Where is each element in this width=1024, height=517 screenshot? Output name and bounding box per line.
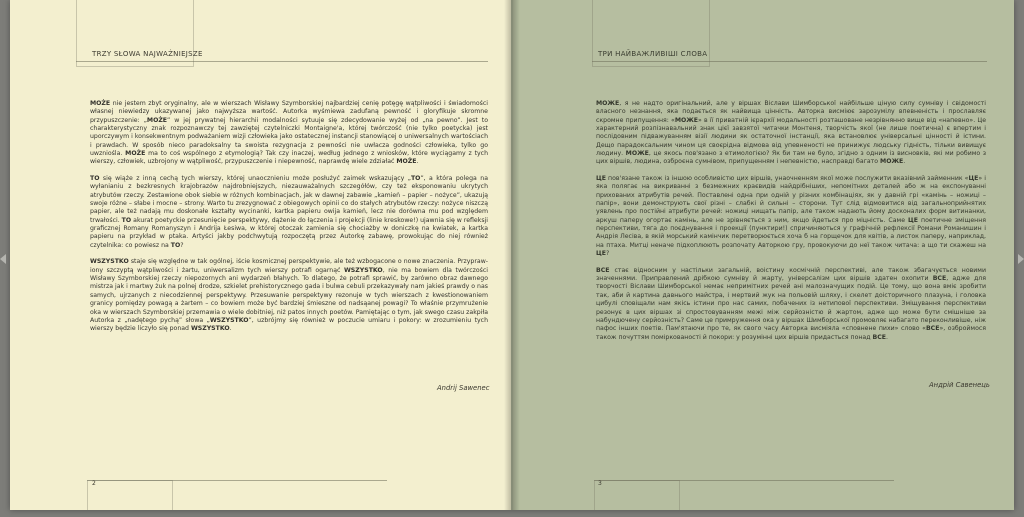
paragraph-text: staje się względne w tak ogólnej, iście kosmicznej perspektywie, ale też wzbogacone o nowe znaczenia. Przyprawiony szczyptą wątpliwości i żartu, uniwersalizm tych wierszy potrafi ogarnąć <box>90 258 488 274</box>
header-rule <box>76 61 488 62</box>
left-page <box>10 0 511 510</box>
paragraph-text: akurat poetyckie przesunięcie perspektywy, dążenie do łączenia i projekcji (linie kreskowe!) ujawnia się w refleksji graficznej Romany Romanyszyn i Andrija Łesiwa, w której otoczak zamienia się chociażby w doniczkę na kwiatek, a kartka papieru na przykład w ptaka. Artyści jakby podchwytują rozpoczętą przez Autorkę zabawę, prowokując do niej również czytelnika: co powiesz na <box>90 216 488 249</box>
emphasized-keyword: ЦЕ <box>908 216 919 224</box>
paragraph-text: ma to coś wspólnego z etymologią? Tak czy inaczej, według jednego z wniosków, które wyciągamy z tych wierszy, człowiek, uzbrojony w wątpliwość, przypuszczenie i niepewność, naprawdę wiele zdziałać <box>90 150 488 166</box>
body-paragraph <box>90 175 488 250</box>
right-page-number: 3 <box>598 480 602 487</box>
paragraph-text: , це якось пов'язано з етимологією? Як би там не було, згідно з одним із висновків, які ми робимо з цих віршів, людина, озброєна сумнівом, припущенням і непевністю, насправді багато <box>596 150 986 166</box>
emphasized-keyword: ЦЕ <box>596 250 606 258</box>
emphasized-keyword: ВСЕ <box>872 333 886 341</box>
paragraph-text: ? <box>605 250 610 258</box>
paragraph-text: ”, a która polega na wyłanianiu z bezkresnych krajobrazów najdrobniejszych, niezauważalnych szczegółów, czy też eksponowaniu ukrytych atrybutów rzeczy. Zestawione obok siebie w różnych kombinacjach, jak w dawnej zabawie „kamień – papier – nożyce”, ukazują swoje różne – słabe i mocne – strony. Warto tu zrezygnować z obiegowych opinii co do stałych atrybutów rzeczy: nożyce niszczą papier, ale też nadają mu doskonałe kształty wycinanki, kartka papieru owija kamień, lecz nie dorówna mu pod względem trwałości. <box>90 175 488 224</box>
paragraph-text: się wiąże z inną cechą tych wierszy, której unaocznieniu może posłużyć zaimek wskazujący „ <box>99 175 411 183</box>
paragraph-text: . <box>416 158 419 166</box>
body-paragraph <box>596 175 986 258</box>
paragraph-text: поетичне зміщення перспективи, тяга до поєднування і проекції (пунктири!) спричиняються у графічній рефлексії Романи Романишин і Андрія Лесіва, в якій морський камінчик перетворюється хоча б на горщечок для квітів, а листок паперу, наприклад, на птаха. Митці неначе підхоплюють розпочату Авторкою гру, провокуючи до неї також читача: а що ти скажеш на <box>596 216 986 249</box>
emphasized-keyword: МОЖЕ <box>596 100 620 107</box>
paragraph-text: nie jestem zbyt oryginalny, ale w wierszach Wisławy Szymborskiej najbardziej cenię potęgę wątpliwości i świadomości własnej niewiedzy ukazywanej jako najwyższa wartość. Autorka wyśmiewa zadufaną pewność i gloryfikuje skromne przypuszczenie: „ <box>90 100 488 124</box>
paragraph-text: » в її приватній ієрархії модальності розташоване незрівнянно вище від «напевно». Це характерний розпізнавальний знак цієї завзятої читачки Монтеня, творчість якої (не лише поетична) є впертим і послідовним підважуванням візії людини як остаточної інстанції, яка встановлює універсальні цінності й істини. Дещо парадоксальним чином ця своєрідна відмова від упевненості не принижує людську гідність, тільки вивищує людину. <box>596 116 986 158</box>
body-paragraph <box>90 100 488 167</box>
emphasized-keyword: МОЖЕ <box>674 116 699 124</box>
emphasized-keyword: ВСЕ <box>596 266 610 274</box>
header-rule <box>592 61 987 62</box>
previous-page-arrow-icon[interactable] <box>0 254 6 264</box>
paragraph-text: ? <box>180 241 184 249</box>
next-page-arrow-icon[interactable] <box>1018 254 1024 264</box>
right-page-header: ТРИ НАЙВАЖЛИВІШІ СЛОВА <box>598 50 708 58</box>
book-spread <box>10 0 1014 510</box>
paragraph-text: , nie ma bowiem dla twórczości Wisławy Szymborskiej rzeczy niepozornych ani wydarzeń błahych. To dlatego, że potrafi sprawić, by zarówno obraz dawnego mistrza jak i martwy żuk na polnej drodze, szkielet prehistorycznego gada i bulwa cebuli przekazywały nam jakieś prawdy o nas samych, ujrzanych z niecodziennej perspektywy. Przesuwanie perspektywy rezonuje w tych wierszach z kwestionowaniem granicy pomiędzy powagą a żartem – co bowiem może być bardziej śmieszne od nadsąanej powagi? To właśnie przymrużenie oka w wierszach Szymborskiej przemawia o wiele dobitniej, niż patos innych poetów. Pamiętając o tym, jak swego czasu zakpiła Autorka z „nadętego pychą” słowa „ <box>90 266 488 324</box>
body-paragraph <box>596 267 986 342</box>
paragraph-text: , я не надто оригінальний, але у віршах Віслави Шимборської найбільше ціную силу сумніву і свідомості власного незнання, яка подається як найвища цінність. Авторка висміює зарозумілу впевненість і прославляє скромне припущення: « <box>596 100 986 124</box>
emphasized-keyword: WSZYSTKO <box>343 266 383 274</box>
emphasized-keyword: TO <box>410 175 421 183</box>
footer-rule <box>594 480 894 481</box>
paragraph-text: пов'язане також із іншою особливістю цих віршів, унаочненням якої може послужити вказівний займенник « <box>605 175 969 183</box>
paragraph-text: », озброймося також почуттям поміркованості й покори: у розумінні цих віршів придасться понад <box>596 325 986 341</box>
emphasized-keyword: МОЖЕ <box>625 150 649 158</box>
footer-frame <box>87 480 173 510</box>
right-page-body <box>596 100 986 350</box>
left-page-signature: Andrij Sawenec <box>437 384 490 392</box>
emphasized-keyword: ВСЕ <box>925 325 940 333</box>
emphasized-keyword: MOŻE <box>125 150 146 158</box>
emphasized-keyword: TO <box>90 175 100 183</box>
paragraph-text: . <box>885 333 888 341</box>
paragraph-text: , адже для творчості Віслави Шимборської немає непримітних речей ані малозначущих подій. Це тому, що вона вміє зробити так, аби й картина давнього майстра, і мертвий жук на польовій шляху, і скелет доісторичного плазуна, і головка цибулі сповіщали нам якісь істини про нас самих, побачених із нетипової перспективи. Зміщування перспективи резонує в цих віршах зі спростовуванням межі між серйозністю й жартом, адже що може бути смішніше за набундючену серйозність? Саме це примруження ока у віршах Шимборської промовляє набагато переконливіше, ніж пафос інших поетів. Пам'ятаючи про те, як свого часу Авторка висміяла «сповнене пихи» слово « <box>596 275 986 333</box>
left-page-number: 2 <box>92 480 96 487</box>
right-page <box>511 0 1014 510</box>
emphasized-keyword: WSZYSTKO <box>209 316 249 324</box>
left-page-body <box>90 100 488 342</box>
paragraph-text: ” w jej prywatnej hierarchii modalności sytuuje się zdecydowanie wyżej od „na pewno”. Jest to charakterystyczny znak rozpoznawczy tej zawziętej czytelniczki Montaigne'a, której twórczość (nie tylko poetycka) jest uporczywym i konsekwentnym podważaniem wizji człowieka jako ostatecznej instancji stanowiącej o uniwersalnych wartościach i prawdach. W sposób nieco paradoksalny ta swoista rezygnacja z pewności nie uwłacza godności człowieka, tylko go uwzniośla. <box>90 116 488 158</box>
emphasized-keyword: MOŻE <box>90 100 111 107</box>
left-page-header: TRZY SŁOWA NAJWAŻNIEJSZE <box>92 50 203 58</box>
paragraph-text: ”, uzbrójmy się również w poczucie umiaru i pokory: w zrozumieniu tych wierszy będzie liczyło się ponad <box>90 316 488 333</box>
emphasized-keyword: TO <box>170 241 181 249</box>
footer-frame <box>594 480 680 510</box>
body-paragraph <box>596 100 986 167</box>
emphasized-keyword: МОЖЕ <box>880 158 904 166</box>
emphasized-keyword: ЦЕ <box>968 175 979 183</box>
footer-rule <box>87 480 387 481</box>
emphasized-keyword: MOŻE <box>396 158 417 166</box>
paragraph-text: . <box>903 158 906 166</box>
emphasized-keyword: ЦЕ <box>596 175 606 183</box>
paragraph-text: . <box>229 325 232 333</box>
paragraph-text: » і яка полягає на викриванні з безмежних краєвидів найдрібніших, непомітних деталей або ж на експонуванні прихованих атрибутів речей. Поставлені одна при одній у різних комбінаціях, як у давній грі «камінь – ножиці – папір», вони демонструють свої різні – слабкі й сильні – сторони. Тут слід відмовитися від загальноприйнятих уявлень про постійні атрибути речей: ножиці нищать папір, але також надають йому досконалих форм витинанки, аркуш паперу огортає камінь, але не зрівняється з ним, якщо йдеться про міцність. Саме <box>596 175 986 224</box>
emphasized-keyword: MOŻE <box>146 116 168 124</box>
emphasized-keyword: ВСЕ <box>932 275 947 283</box>
body-paragraph <box>90 258 488 333</box>
emphasized-keyword: WSZYSTKO <box>90 258 129 266</box>
paragraph-text: стає відносним у настільки загальній, воістину космічній перспективі, але також збагачується новими значеннями. Приправлений дрібкою сумніву й жарту, універсалізм цих віршів здатен охопити <box>596 266 986 283</box>
emphasized-keyword: WSZYSTKO <box>190 325 230 333</box>
emphasized-keyword: TO <box>121 216 132 224</box>
right-page-signature: Андрій Савенець <box>929 381 990 389</box>
